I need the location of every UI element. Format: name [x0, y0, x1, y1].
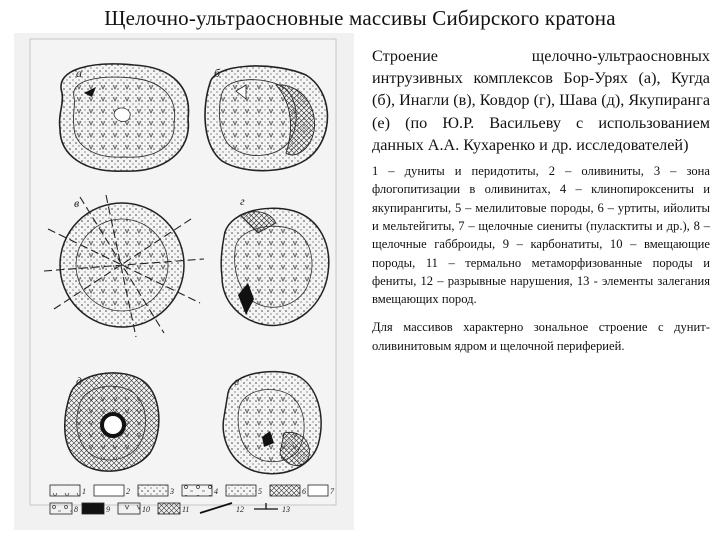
panel-e-label: е — [234, 374, 240, 388]
legend-swatch-11 — [158, 503, 180, 514]
legend-num-12: 12 — [236, 505, 244, 514]
massifs-schemes — [14, 33, 354, 530]
legend-num-6: 6 — [302, 487, 306, 496]
figure-caption: Строение щелочно-ультраосновных интрузивных комплексов Бор-Урях (а), Кугда (б), Инагли (в), Ковдор (г), Шава (д), Якупиранга (е) (по Ю.Р. Васильеву с использованием данных А.А. Кухаренко и др. исследователей) — [372, 47, 710, 154]
legend-swatch-6 — [270, 485, 300, 496]
text-column — [372, 45, 710, 355]
panel-d-label: д — [76, 374, 83, 388]
panel-v-label: в — [74, 196, 80, 210]
legend-swatch-9 — [82, 503, 104, 514]
legend-num-2: 2 — [126, 487, 130, 496]
panel-b-kugda — [205, 66, 327, 171]
slide-title: Щелочно-ультраосновные массивы Сибирского кратона — [104, 6, 616, 30]
legend-swatch-2 — [94, 485, 124, 496]
legend-num-10: 10 — [142, 505, 150, 514]
legend-num-4: 4 — [214, 487, 218, 496]
legend-swatch-5 — [226, 485, 256, 496]
panel-a-label: а — [76, 66, 82, 80]
legend-num-11: 11 — [182, 505, 190, 514]
legend-num-13: 13 — [282, 505, 290, 514]
legend-num-9: 9 — [106, 505, 110, 514]
legend-swatch-7 — [308, 485, 328, 496]
legend-num-5: 5 — [258, 487, 262, 496]
panel-e-jacupiranga — [223, 372, 321, 474]
legend-swatch-8 — [50, 503, 72, 514]
legend-swatch-3 — [138, 485, 168, 496]
panel-d-shava — [65, 373, 159, 471]
legend-num-8: 8 — [74, 505, 78, 514]
summary-text: Для массивов характерно зональное строение с дунит-оливинитовым ядром и щелочной периферией. — [372, 320, 710, 353]
legend-num-3: 3 — [170, 487, 174, 496]
panel-b-label: б — [214, 66, 221, 80]
geology-figure — [14, 33, 354, 530]
legend-description: 1 – дуниты и перидотиты, 2 – оливиниты, 3 – зона флогопитизации в оливинитах, 4 – клинопироксениты и якупирангиты, 5 – мелилитовые породы, 6 – уртиты, ийолиты и мельтейгиты, 7 – щелочные сиениты (пуласктиты и др.), 8 – щелочные габброиды, 9 – карбонатиты, 10 – вмещающие породы, 11 – термально метаморфизованные породы и фениты, 12 – разрывные нарушения, 13 - элементы залегания вмещающих пород. — [372, 164, 710, 307]
legend-swatch-10 — [118, 503, 140, 514]
panel-a-bor-uryakh — [60, 64, 189, 171]
legend-swatch-4 — [182, 485, 212, 496]
panel-g-label: г — [240, 194, 245, 208]
legend-num-7: 7 — [330, 487, 334, 496]
legend-swatch-1 — [50, 485, 80, 496]
legend-num-1: 1 — [82, 487, 86, 496]
